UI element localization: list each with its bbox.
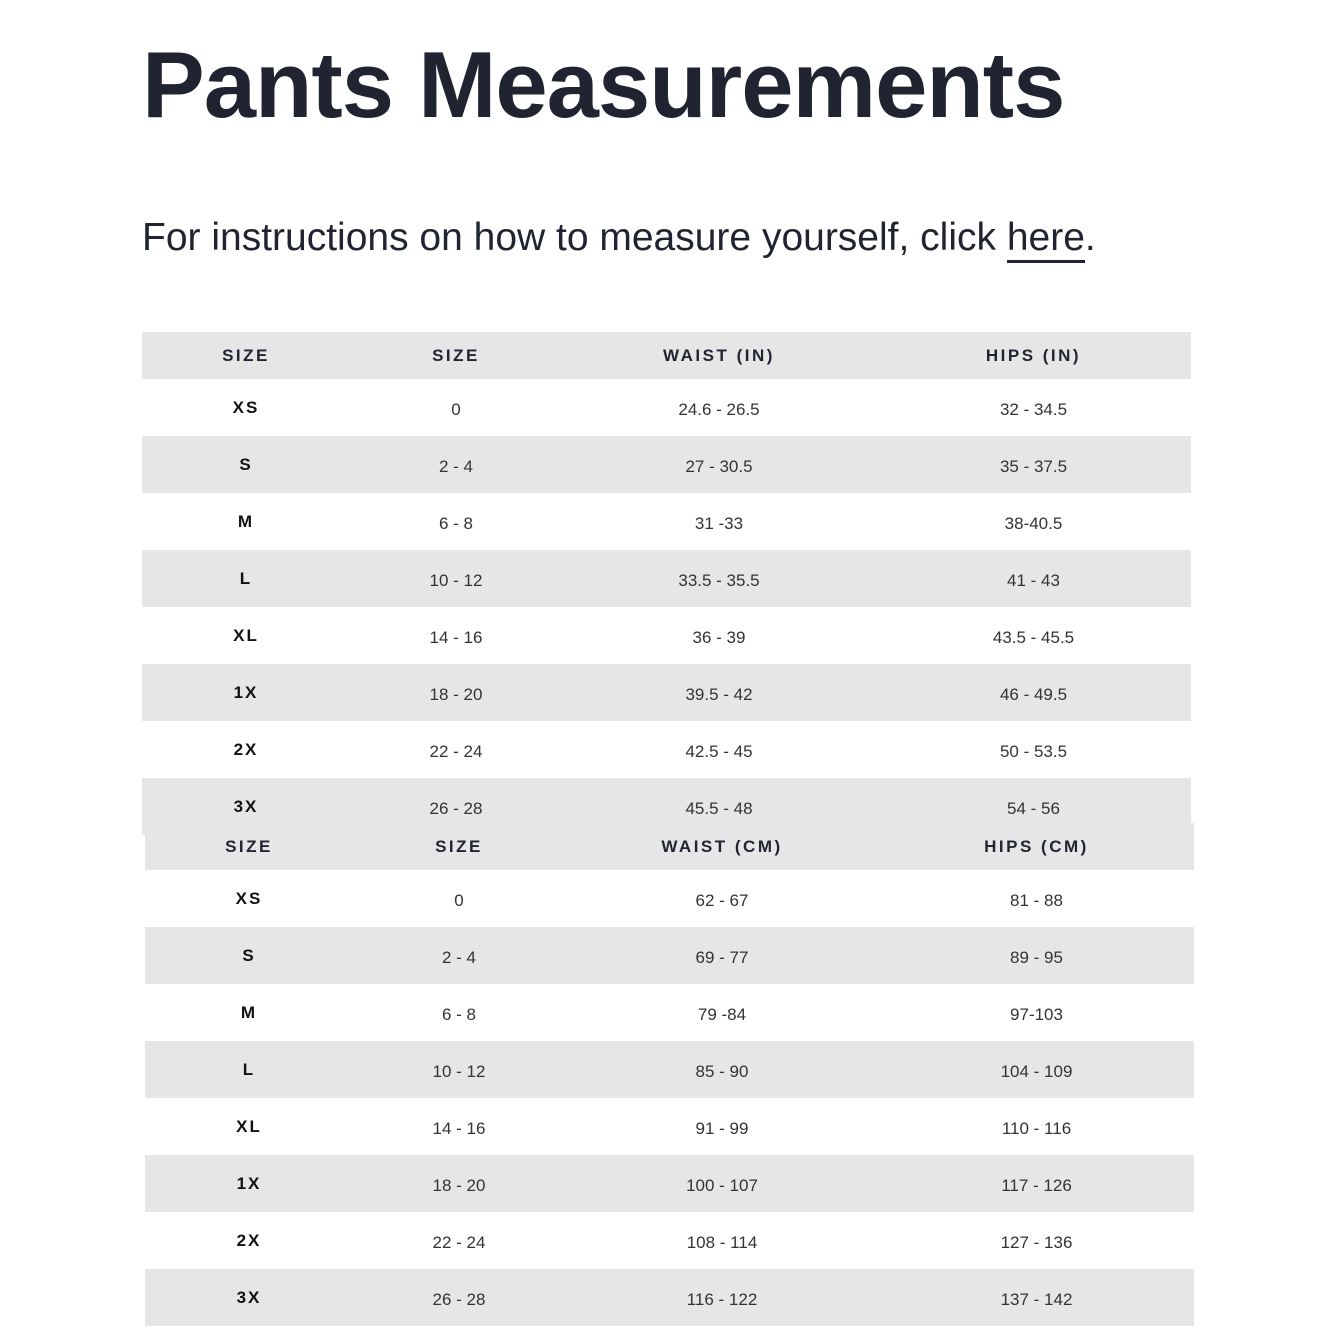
cell-hips: 43.5 - 45.5	[992, 627, 1075, 647]
cell-hips: 81 - 88	[1010, 890, 1063, 910]
table-header-row	[142, 332, 1191, 379]
table-row	[142, 607, 1191, 664]
table-body-inches	[142, 379, 1191, 835]
cell-size-letter: 2X	[236, 1230, 262, 1250]
cell-waist: 27 - 30.5	[685, 456, 753, 476]
table-header-row	[145, 823, 1194, 870]
cell-size-number: 18 - 20	[432, 1175, 486, 1195]
cell-size-number: 22 - 24	[432, 1232, 486, 1252]
cell-size-number: 0	[451, 399, 461, 419]
cell-waist: 62 - 67	[695, 890, 749, 910]
table-row	[145, 1212, 1194, 1269]
cell-waist: 91 - 99	[695, 1118, 749, 1138]
cell-hips: 38-40.5	[1004, 513, 1063, 533]
cell-hips: 127 - 136	[1000, 1232, 1073, 1252]
table-row	[142, 493, 1191, 550]
cell-size-number: 10 - 12	[429, 570, 483, 590]
instructions-link[interactable]: here	[1007, 216, 1085, 263]
cell-size-letter: L	[239, 568, 253, 588]
cell-size-letter: 1X	[236, 1173, 262, 1193]
cell-waist: 33.5 - 35.5	[678, 570, 760, 590]
cell-size-number: 6 - 8	[438, 513, 474, 533]
cell-size-letter: M	[237, 511, 255, 531]
header-hips-cm: HIPS (CM)	[984, 836, 1089, 856]
table-row	[142, 436, 1191, 493]
cell-size-number: 18 - 20	[429, 684, 483, 704]
cell-waist: 24.6 - 26.5	[678, 399, 760, 419]
cell-size-letter: M	[240, 1002, 258, 1022]
table-row	[142, 550, 1191, 607]
cell-hips: 32 - 34.5	[999, 399, 1068, 419]
cell-hips: 117 - 126	[1001, 1175, 1072, 1195]
header-size-number: SIZE	[435, 836, 483, 856]
table-body-centimeters	[145, 870, 1194, 1326]
table-row	[145, 1098, 1194, 1155]
size-table-inches	[142, 332, 1191, 835]
cell-waist: 85 - 90	[695, 1061, 749, 1081]
header-waist-in: WAIST (IN)	[663, 345, 775, 365]
cell-size-letter: 1X	[233, 682, 259, 702]
cell-size-number: 2 - 4	[438, 456, 474, 476]
cell-size-number: 10 - 12	[432, 1061, 486, 1081]
cell-size-number: 0	[454, 890, 464, 910]
cell-size-letter: 2X	[233, 739, 259, 759]
cell-hips: 137 - 142	[1000, 1289, 1073, 1309]
cell-size-number: 2 - 4	[441, 947, 477, 967]
table-row	[142, 664, 1191, 721]
measure-instructions	[142, 214, 1096, 262]
header-size-letter: SIZE	[222, 345, 270, 365]
cell-waist: 42.5 - 45	[685, 741, 753, 761]
cell-hips: 41 - 43	[1007, 570, 1060, 590]
table-row	[145, 927, 1194, 984]
cell-size-number: 26 - 28	[429, 798, 483, 818]
cell-hips: 104 - 109	[1000, 1061, 1073, 1081]
cell-size-number: 26 - 28	[432, 1289, 486, 1309]
cell-hips: 46 - 49.5	[999, 684, 1068, 704]
cell-waist: 79 -84	[697, 1004, 747, 1024]
cell-waist: 108 - 114	[686, 1232, 758, 1252]
cell-waist: 36 - 39	[692, 627, 746, 647]
cell-waist: 100 - 107	[686, 1175, 758, 1195]
cell-waist: 39.5 - 42	[685, 684, 753, 704]
cell-hips: 97-103	[1010, 1004, 1063, 1024]
cell-size-letter: XL	[233, 625, 259, 645]
table-row	[142, 379, 1191, 436]
cell-hips: 50 - 53.5	[999, 741, 1068, 761]
header-waist-cm: WAIST (CM)	[661, 836, 783, 856]
cell-hips: 35 - 37.5	[999, 456, 1068, 476]
header-size-letter: SIZE	[225, 836, 273, 856]
table-row	[145, 870, 1194, 927]
cell-size-letter: S	[239, 454, 253, 474]
instructions-period: .	[1084, 216, 1096, 259]
cell-waist: 45.5 - 48	[685, 798, 753, 818]
header-size-number: SIZE	[432, 345, 480, 365]
cell-size-letter: 3X	[236, 1287, 262, 1307]
cell-size-number: 14 - 16	[429, 627, 483, 647]
table-row	[145, 1041, 1194, 1098]
table-row	[142, 721, 1191, 778]
instructions-text: For instructions on how to measure yourself, click	[142, 216, 1007, 259]
cell-size-letter: S	[242, 945, 256, 965]
cell-size-letter: 3X	[233, 796, 259, 816]
cell-size-letter: XL	[236, 1116, 262, 1136]
header-hips-in: HIPS (IN)	[985, 345, 1082, 365]
cell-hips: 110 - 116	[1001, 1118, 1072, 1138]
cell-waist: 31 -33	[694, 513, 744, 533]
cell-size-number: 22 - 24	[429, 741, 483, 761]
cell-waist: 116 - 122	[686, 1289, 758, 1309]
cell-size-letter: L	[242, 1059, 256, 1079]
cell-size-letter: XS	[235, 888, 263, 908]
cell-size-number: 14 - 16	[432, 1118, 486, 1138]
cell-size-number: 6 - 8	[441, 1004, 477, 1024]
size-table-centimeters	[145, 823, 1194, 1326]
cell-hips: 89 - 95	[1010, 947, 1063, 967]
cell-size-letter: XS	[232, 397, 260, 417]
cell-waist: 69 - 77	[695, 947, 749, 967]
table-row	[145, 1155, 1194, 1212]
table-row	[145, 1269, 1194, 1326]
cell-hips: 54 - 56	[1007, 798, 1060, 818]
table-row	[145, 984, 1194, 1041]
page-title: Pants Measurements	[142, 32, 1065, 137]
